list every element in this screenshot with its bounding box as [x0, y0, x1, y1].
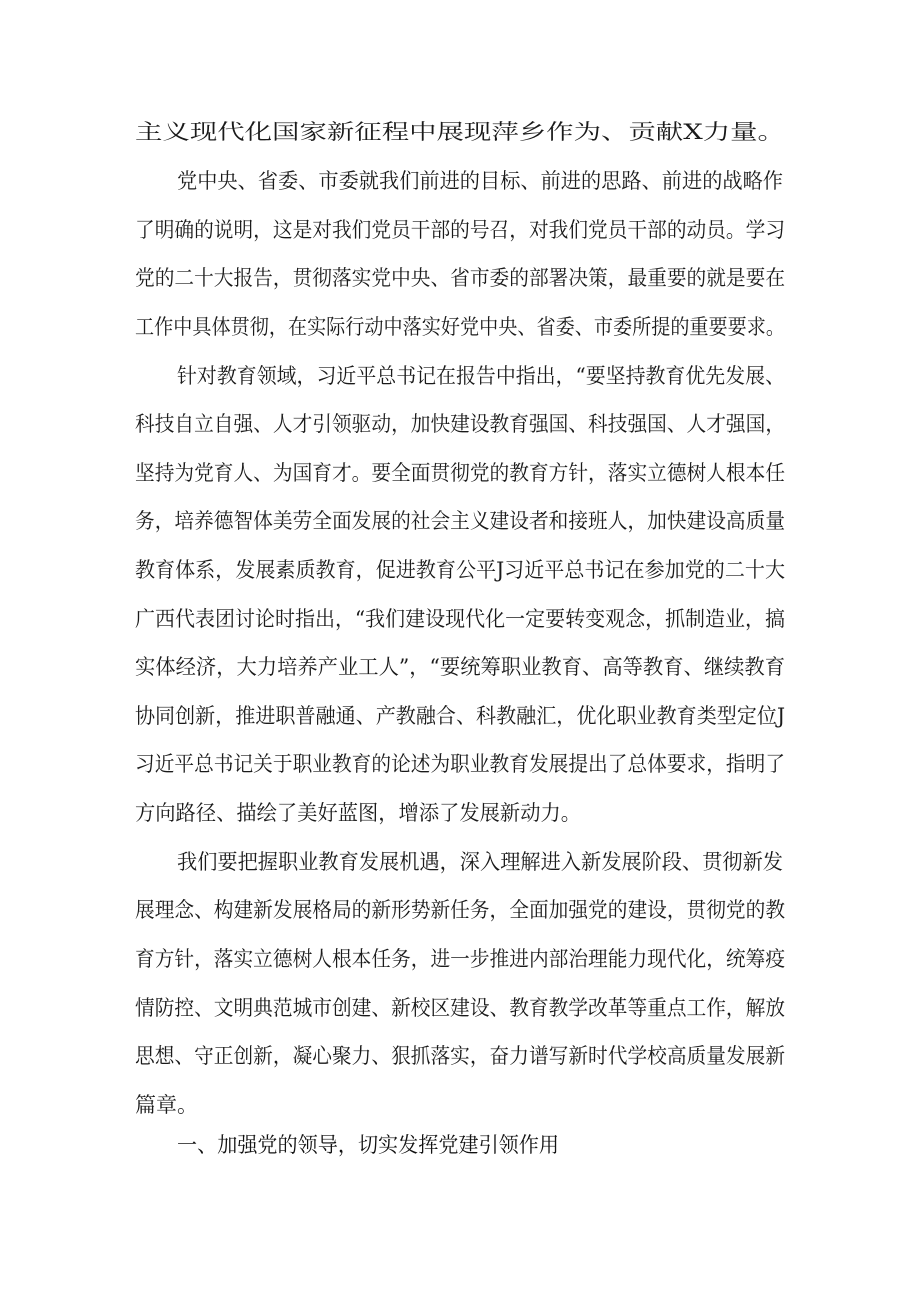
text-line-content: 篇章。: [135, 1093, 198, 1117]
text-line-content: 了明确的说明，这是对我们党员干部的号召，对我们党员干部的动员。学习: [135, 218, 786, 242]
text-line-content: 我们要把握职业教育发展机遇，深入理解进入新发展阶段、贯彻新发: [177, 850, 783, 874]
text-line: [0, 1041, 920, 1071]
text-line-content: 实体经济，大力培养产业工人”，“要统筹职业教育、高等教育、继续教育: [135, 655, 786, 679]
text-line: [0, 847, 920, 877]
text-line-content: 协同创新，推进职普融通、产教融合、科教融汇，优化职业教育类型定位J: [135, 704, 786, 728]
text-line: [0, 701, 920, 731]
text-line: [0, 166, 920, 196]
text-line: [0, 215, 920, 245]
text-line: [0, 555, 920, 585]
text-line: [0, 263, 920, 293]
text-line-content: 育方针，落实立德树人根本任务，进一步推进内部治理能力现代化，统筹疫: [135, 947, 786, 971]
text-line-content: 针对教育领域，习近平总书记在报告中指出，“要坚持教育优先发展、: [177, 364, 785, 388]
text-line-content: 思想、守正创新，凝心聚力、狠抓落实，奋力谱写新时代学校高质量发展新: [135, 1044, 786, 1068]
text-line-content: 展理念、构建新发展格局的新形势新任务，全面加强党的建设，贯彻党的教: [135, 898, 786, 922]
text-line: [0, 798, 920, 828]
text-line-content: 坚持为党育人、为国育才。要全面贯彻党的教育方针，落实立德树人根本任: [135, 461, 786, 485]
section-heading: 一、加强党的领导，切实发挥党建引领作用: [177, 1133, 560, 1157]
text-line-content: 工作中具体贯彻，在实际行动中落实好党中央、省委、市委所提的重要要求。: [135, 315, 786, 339]
text-line-content: 主义现代化国家新征程中展现萍乡作为、贡献X力量。: [135, 120, 785, 144]
text-line: [0, 506, 920, 536]
text-line: [0, 993, 920, 1023]
text-line: [0, 749, 920, 779]
text-line: [0, 458, 920, 488]
text-line-content: 党中央、省委、市委就我们前进的目标、前进的思路、前进的战略作: [177, 169, 783, 193]
text-line-content: 方向路径、描绘了美好蓝图，增添了发展新动力。: [135, 801, 582, 825]
text-line-content: 情防控、文明典范城市创建、新校区建设、教育教学改革等重点工作，解放: [135, 996, 786, 1020]
text-line: [0, 652, 920, 682]
text-line-content: 务，培养德智体美劳全面发展的社会主义建设者和接班人，加快建设高质量: [135, 509, 786, 533]
text-line-content: 党的二十大报告，贯彻落实党中央、省市委的部署决策，最重要的就是要在: [135, 266, 786, 290]
text-line: [0, 895, 920, 925]
text-line-content: 广西代表团讨论时指出，“我们建设现代化一定要转变观念，抓制造业，搞: [135, 607, 786, 631]
text-line: [0, 1090, 920, 1120]
text-line: [0, 604, 920, 634]
text-line: [0, 117, 920, 147]
text-line: [0, 409, 920, 439]
text-line: [0, 944, 920, 974]
text-line-content: 科技自立自强、人才引领驱动，加快建设教育强国、科技强国、人才强国，: [135, 412, 786, 436]
text-line-content: 教育体系，发展素质教育，促进教育公平J习近平总书记在参加党的二十大: [135, 558, 786, 582]
text-line-content: 习近平总书记关于职业教育的论述为职业教育发展提出了总体要求，指明了: [135, 752, 786, 776]
text-line: [0, 312, 920, 342]
text-line: [0, 361, 920, 391]
